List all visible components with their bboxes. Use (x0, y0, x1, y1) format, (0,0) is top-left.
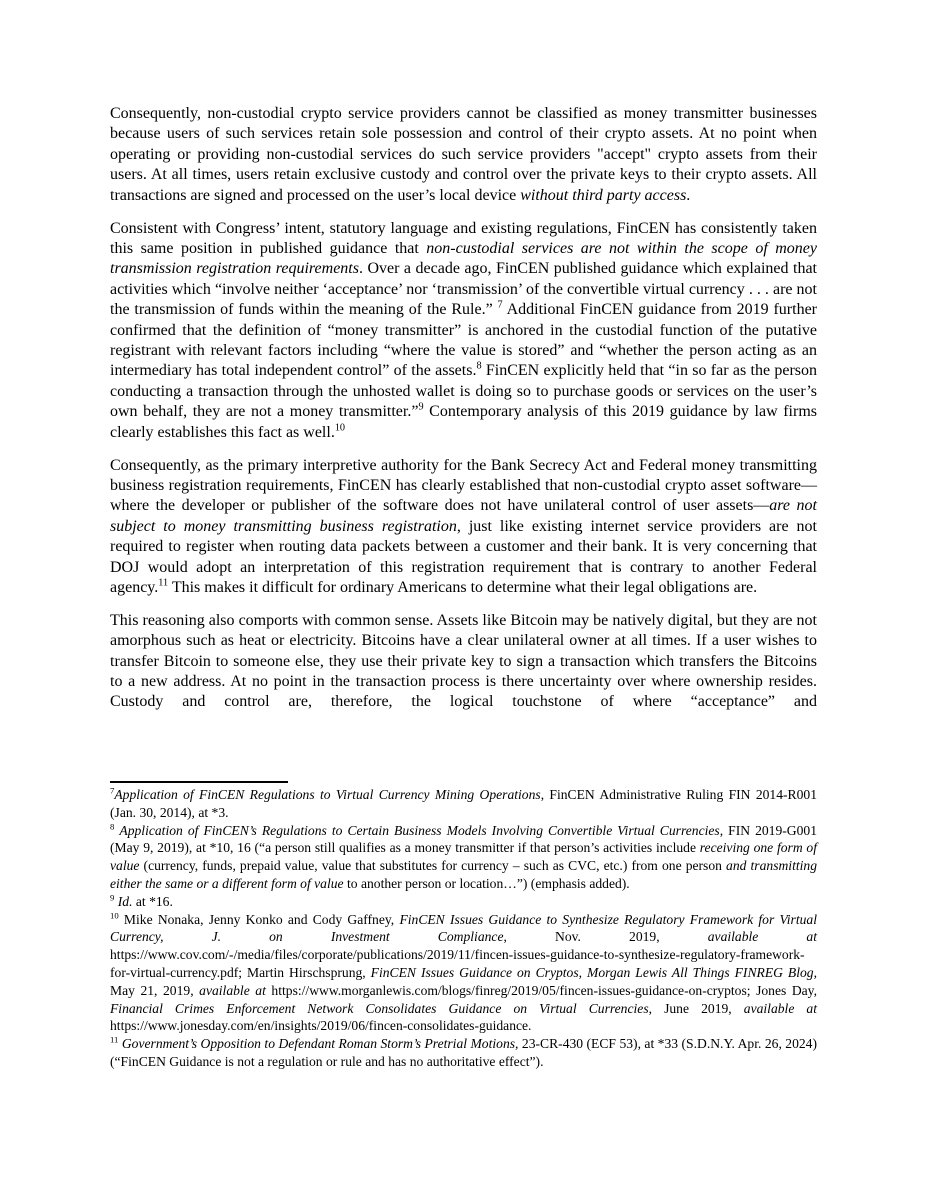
text-run: 23-CR-430 (ECF 53), at *33 (S.D.N.Y. Apr. 26, 2024) (“FinCEN Guidance is not a regulation or rule and has no authoritative effect”). (110, 1036, 818, 1069)
italic-text-run: Application of FinCEN’s Regulations to Certain Business Models Involving Convertible Virtual Currencies (119, 822, 720, 838)
text-run: https://www.cov.com/-/media/files/corporate/publications/2019/11/fincen-issues-guidance-to-synthesize-regulatory-framework-for-virtual-currency.pdf; Martin Hirschsprung, (110, 947, 805, 980)
text-run: , Nov. 2019, (503, 929, 708, 945)
footnote-marker: 7 (110, 785, 115, 796)
footnote-10 (110, 911, 817, 1036)
body-paragraph-2 (110, 219, 817, 443)
italic-text-run: FinCEN Issues Guidance on Cryptos (370, 964, 579, 980)
footnote-separator (110, 781, 288, 783)
text-run: , June 2019, (648, 1000, 744, 1016)
italic-text-run: Morgan Lewis All Things FINREG Blog, (587, 964, 817, 980)
italic-text-run: and transmitting either the same or a different form of value (110, 858, 818, 891)
footnote-7 (110, 786, 817, 822)
footnote-8 (110, 822, 817, 893)
italic-text-run: available at (707, 929, 817, 945)
italic-text-run: receiving one form of value (110, 840, 817, 874)
footnote-marker: 10 (110, 910, 119, 921)
body-paragraph-1 (110, 104, 817, 206)
italic-text-run: FinCEN Issues Guidance to Synthesize Regulatory Framework for Virtual Currency, J. on Investment Compliance (110, 911, 817, 945)
footnote-marker: 11 (158, 577, 169, 589)
text-run: https://www.morganlewis.com/blogs/finreg/2019/05/fincen-issues-guidance-on-cryptos; Jones Day, (265, 982, 817, 998)
italic-text-run: without third party access (520, 186, 687, 204)
text-run: https://www.jonesday.com/en/insights/2019/06/fincen-consolidates-guidance. (110, 1018, 532, 1034)
text-run: at *16. (132, 893, 173, 909)
text-run: , just like existing internet service providers are not required to register when routing data packets between a customer and their bank. It is very concerning that DOJ would adopt an interpretation of this registration requirement that is contrary to another Federal agency. (110, 517, 818, 596)
body-paragraph-4 (110, 611, 817, 713)
italic-text-run: Government’s Opposition to Defendant Roman Storm’s Pretrial Motions, (121, 1036, 519, 1052)
footnote-marker: 9 (418, 401, 424, 413)
text-run: Consequently, non-custodial crypto service providers cannot be classified as money transmitter businesses because users of such services retain sole possession and control of their crypto assets. At no point when operating or providing non-custodial services do such service providers "accept" crypto assets from their users. At all times, users retain exclusive custody and control over the private keys to their crypto assets. All transactions are signed and processed on the user’s local device (110, 105, 817, 204)
document-body (110, 104, 817, 725)
text-run: to another person or location…”) (emphasis added). (343, 875, 630, 891)
text-run: (currency, funds, prepaid value, value that substitutes for currency – such as CVC, etc.) from one person (139, 858, 727, 874)
text-run: Consistent with Congress’ intent, statutory language and existing regulations, FinCEN has consistently taken this same position in published guidance that (110, 219, 817, 257)
text-run: Mike Nonaka, Jenny Konko and Cody Gaffney, (118, 911, 400, 927)
italic-text-run: Financial Crimes Enforcement Network Consolidates Guidance on Virtual Currencies (110, 1000, 649, 1016)
text-run: FinCEN explicitly held that “in so far as the person conducting a transaction through the unhosted wallet is doing so to purchase goods or services on the user’s own behalf, they are not a money transmitter.” (110, 362, 818, 421)
footnote-marker: 8 (110, 821, 115, 832)
text-run: , FinCEN Administrative Ruling FIN 2014-R001 (Jan. 30, 2014), at *3. (110, 787, 817, 820)
text-run: Additional FinCEN guidance from 2019 further confirmed that the definition of “money transmitter” is anchored in the custodial function of the putative registrant with relevant factors including “where the value is stored” and “whether the person acting as an intermediary has total independent control” of the assets. (110, 301, 818, 380)
body-paragraph-3 (110, 456, 817, 599)
text-run: May 21, 2019, (110, 982, 200, 998)
text-run: , (578, 964, 588, 980)
footnote-9 (110, 893, 817, 911)
italic-text-run: available at (199, 982, 266, 998)
italic-text-run: are not subject to money transmitting business registration (110, 497, 817, 535)
footnote-marker: 8 (476, 361, 482, 373)
text-run: Contemporary analysis of this 2019 guidance by law firms clearly establishes this fact as well. (110, 403, 817, 441)
text-run: . Over a decade ago, FinCEN published guidance which explained that activities which “involve neither ‘acceptance’ nor ‘transmission’ of the convertible virtual currency . . . are not the transmission of funds within the meaning of the Rule.” (110, 260, 817, 319)
footnote-marker: 11 (110, 1034, 119, 1045)
text-run: This reasoning also comports with common sense. Assets like Bitcoin may be natively digital, but they are not amorphous such as heat or electricity. Bitcoins have a clear unilateral owner at all times. If a user wishes to transfer Bitcoin to someone else, they use their private key to sign a transaction which transfers the Bitcoins to a new address. At no point in the transaction process is there uncertainty over where ownership resides. Custody and control are, therefore, the logical touchstone of where “acceptance” and (110, 611, 817, 711)
footnotes-section (110, 781, 817, 1071)
text-run: . (686, 186, 691, 204)
text-run: , FIN 2019-G001 (May 9, 2019), at *10, 16 (“a person still qualifies as a money transmitter if that person’s activities include (110, 822, 818, 856)
italic-text-run: available at (743, 1000, 818, 1016)
text-run: Consequently, as the primary interpretive authority for the Bank Secrecy Act and Federal money transmitting business registration requirements, FinCEN has clearly established that non-custodial crypto asset software—where the developer or publisher of the software does not have unilateral control of user assets— (110, 456, 817, 515)
italic-text-run: Application of FinCEN Regulations to Virtual Currency Mining Operations (114, 787, 541, 802)
footnote-marker: 10 (334, 422, 346, 434)
italic-text-run: Id. (117, 893, 133, 909)
footnote-marker: 7 (497, 299, 503, 311)
italic-text-run: non-custodial services are not within the scope of money transmission registration requirements (110, 239, 817, 278)
footnote-11 (110, 1035, 817, 1071)
footnote-marker: 9 (110, 892, 115, 903)
text-run: This makes it difficult for ordinary Americans to determine what their legal obligations are. (168, 578, 758, 596)
